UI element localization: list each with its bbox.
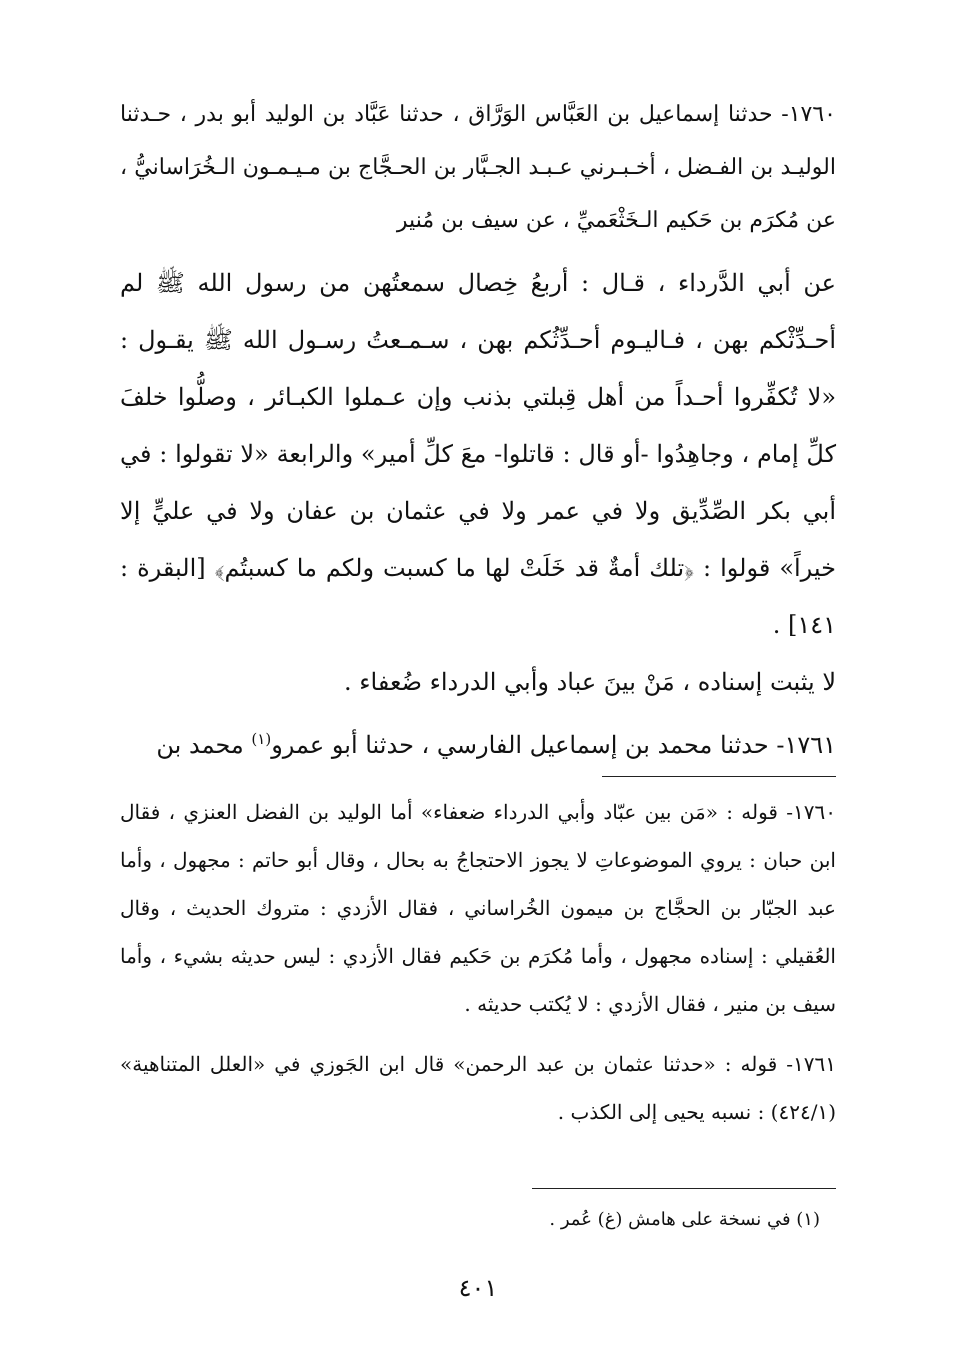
note-1760: ١٧٦٠- قوله : «مَن بين عبّاد وأبي الدرداء ضعفاء» أما الوليد بن الفضل العنزي ، فقال ابن حبان : يروي الموضوعاتِ لا يجوز الاحتجاجُ به بحال ، وقال أبو حاتم : مجهول ، وأما عبد الجبّار بن الحجَّاج بن ميمون الخُراساني ، فقال الأزدي : متروك الحديث ، وقال العُقيلي : إسناده مجهول ، وأما مُكرَم بن حَكيم فقال الأزدي : ليس حديثه بشيء ، وأما سيف بن منير ، فقال الأزدي : لا يُكتب حديثه .: [120, 800, 836, 1016]
hadith-1761-text: ١٧٦١- حدثنا محمد بن إسماعيل الفارسي ، حدثنا أبو عمرو: [271, 731, 836, 759]
hadith-1760-isnad: ١٧٦٠- حدثنا إسماعيل بن العَبَّاس الوَرَّاق ، حدثنا عَبَّاد بن الوليد أبو بدر ، حـدثنا الوليـد بن الفـضل ، أخـبـرني عـبـد الجـبَّار بن الحـجَّاج بن مـيـمـون الـخُرَاسانيُّ ، عن مُكرَم بن حَكيم الـخَثْعَميِّ ، عن سيف بن مُنير: [120, 102, 836, 233]
hadith-1761-continuation: محمد بن: [156, 731, 252, 759]
book-page: [120, 88, 836, 1358]
main-text: [120, 88, 836, 774]
hadith-1761-start: [120, 711, 836, 774]
commentary-notes: [120, 788, 836, 1136]
footnote-reference: (١): [251, 730, 272, 748]
hadith-1760-matn: عن أبي الدَّرداء ، قـال : أربعُ خِصال سمعتُهن من رسول الله ﷺ لم أحـدِّثْكم بهن ، فـاليـوم أحـدِّثُكم بهن ، سـمـعتُ رسـول الله ﷺ يقـول : «لا تُكفِّروا أحـداً من أهل قِبلتي بذنب وإن عـملوا الكبـائر ، وصلُّوا خلفَ كلِّ إمام ، وجاهِدُوا -أو قال : قاتلوا- معَ كلِّ أمير» والرابعة «لا تقولوا : في أبي بكر الصِّدِّيق ولا في عمر ولا في عثمان بن عفان ولا في عليٍّ إلا خيراً» قولوا : ﴿تلك أمةٌ قد خَلَتْ لها ما كسبت ولكم ما كسبتُم﴾ [البقرة : ١٤١] .: [120, 269, 836, 639]
page-number: ٤٠١: [458, 1274, 498, 1302]
hadith-1760-grade: لا يثبت إسناده ، مَنْ بينَ عباد وأبي الدرداء ضُعفاء .: [344, 668, 836, 696]
footnote: (١) في نسخة على هامش (غ) عُمر .: [549, 1209, 820, 1230]
notes-divider: [602, 776, 836, 777]
footnote-divider: [532, 1188, 836, 1189]
note-1761: ١٧٦١- قوله : «حدثنا عثمان بن عبد الرحمن» قال ابن الجَوزي في «العلل المتناهية» (٤٢٤/١) : نسبه يحيى إلى الكذب .: [120, 1052, 836, 1124]
